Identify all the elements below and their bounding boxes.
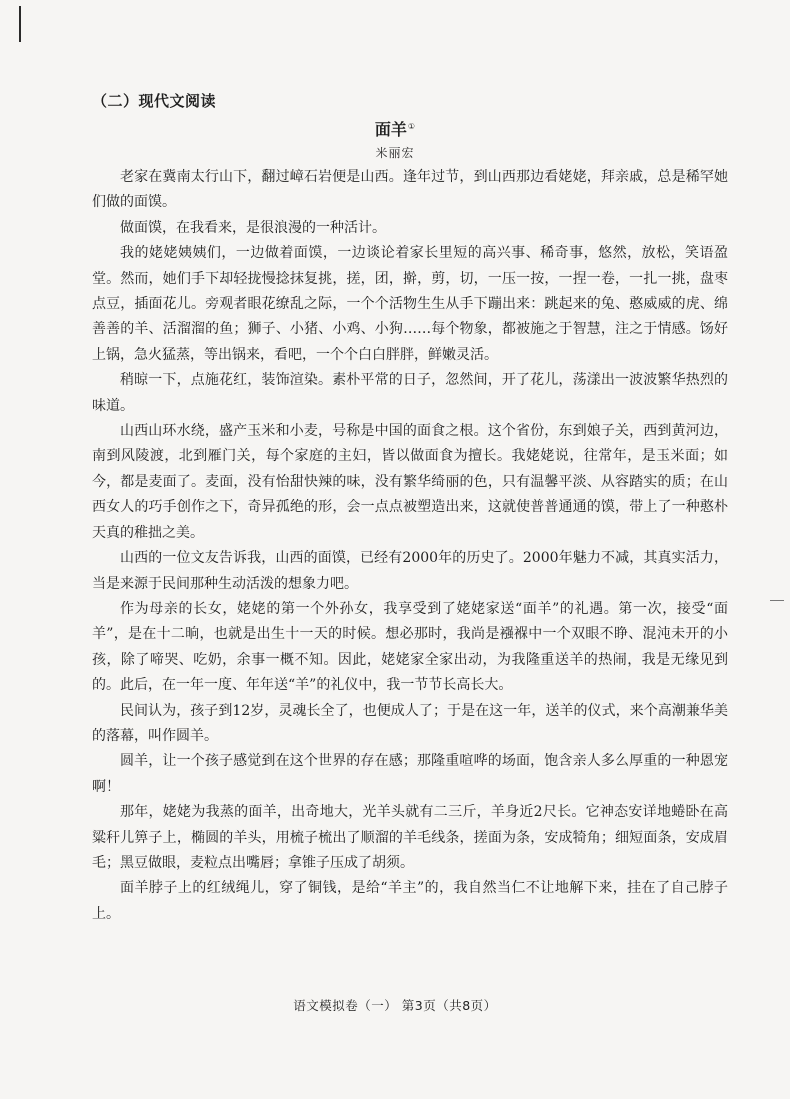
- paragraph: 面羊脖子上的红绒绳儿，穿了铜钱，是给“羊主”的，我自然当仁不让地解下来，挂在了自己脖子上。: [92, 880, 728, 922]
- paragraph: 老家在冀南太行山下，翻过嶂石岩便是山西。逢年过节，到山西那边看姥姥，拜亲戚，总是稀罕她们做的面馍。: [92, 169, 728, 211]
- footnote-marker: ①: [407, 121, 416, 131]
- paragraph: 山西山环水绕，盛产玉米和小麦，号称是中国的面食之根。这个省份，东到娘子关，西到黄河边，南到风陵渡，北到雁门关，每个家庭的主妇，皆以做面食为擅长。我姥姥说，往常年，是玉米面；如今，都是麦面了。麦面，没有怡甜快辣的味，没有繁华绮丽的色，只有温馨平淡、从容踏实的质；在山西女人的巧手创作之下，奇异孤绝的形，会一点点被塑造出来，这就使普普通通的馍，带上了一种憨朴天真的稚拙之美。: [92, 423, 728, 541]
- article-author: 米丽宏: [375, 146, 415, 160]
- article-title: [0, 117, 790, 140]
- section-heading: （二）现代文阅读: [92, 92, 217, 110]
- paragraph: 圆羊，让一个孩子感觉到在这个世界的存在感；那隆重喧哗的场面，饱含亲人多么厚重的一种恩宠啊！: [92, 753, 728, 795]
- paragraph: 我的姥姥姨姨们，一边做着面馍，一边谈论着家长里短的高兴事、稀奇事，悠然，放松，笑语盈堂。然而，她们手下却轻拢慢捻抹复挑，搓，团，擀，剪，切，一压一按，一捏一卷，一扎一挑，盘枣点豆，插面花儿。旁观者眼花缭乱之际，一个个活物生生从手下蹦出来：跳起来的兔、憨威威的虎、绵善善的羊、活溜溜的鱼；狮子、小猪、小鸡、小狗……每个物象，都被施之于智慧，注之于情感。饧好上锅，急火猛蒸，等出锅来，看吧，一个个白白胖胖，鲜嫩灵活。: [92, 245, 728, 363]
- paragraph: 那年，姥姥为我蒸的面羊，出奇地大，光羊头就有二三斤，羊身近2尺长。它神态安详地蜷卧在高粱秆儿箅子上，椭圆的羊头，用梳子梳出了顺溜的羊毛线条，搓面为条，安成犄角；细短面条，安成眉毛；黑豆做眼，麦粒点出嘴唇；拿锥子压成了胡须。: [92, 804, 728, 871]
- paragraph: 民间认为，孩子到12岁，灵魂长全了，也便成人了；于是在这一年，送羊的仪式，来个高潮兼华美的落幕，叫作圆羊。: [92, 702, 728, 744]
- paragraph: 作为母亲的长女，姥姥的第一个外孙女，我享受到了姥姥家送“面羊”的礼遇。第一次，接受“面羊”，是在十二晌，也就是出生十一天的时候。想必那时，我尚是襁褓中一个双眼不睁、混沌未开的小孩，除了啼哭、吃奶，余事一概不知。因此，姥姥家全家出动，为我隆重送羊的热闹，我是无缘见到的。此后，在一年一度、年年送“羊”的礼仪中，我一节节长高长大。: [92, 600, 728, 694]
- page-edge-mark: [770, 600, 784, 601]
- paragraph: 做面馍，在我看来，是很浪漫的一种活计。: [120, 219, 386, 236]
- binding-line-mark: [19, 6, 21, 42]
- article-body: [92, 165, 728, 927]
- paragraph: 山西的一位文友告诉我，山西的面馍，已经有2000年的历史了。2000年魅力不减，其真实活力，当是来源于民间那种生动活泼的想象力吧。: [92, 550, 728, 592]
- article-title-text: 面羊: [374, 120, 407, 139]
- paragraph: 稍晾一下，点施花红，装饰渲染。素朴平常的日子，忽然间，开了花儿，荡漾出一波波繁华热烈的味道。: [92, 372, 728, 414]
- page-footer: 语文模拟卷（一） 第3页（共8页）: [293, 998, 497, 1013]
